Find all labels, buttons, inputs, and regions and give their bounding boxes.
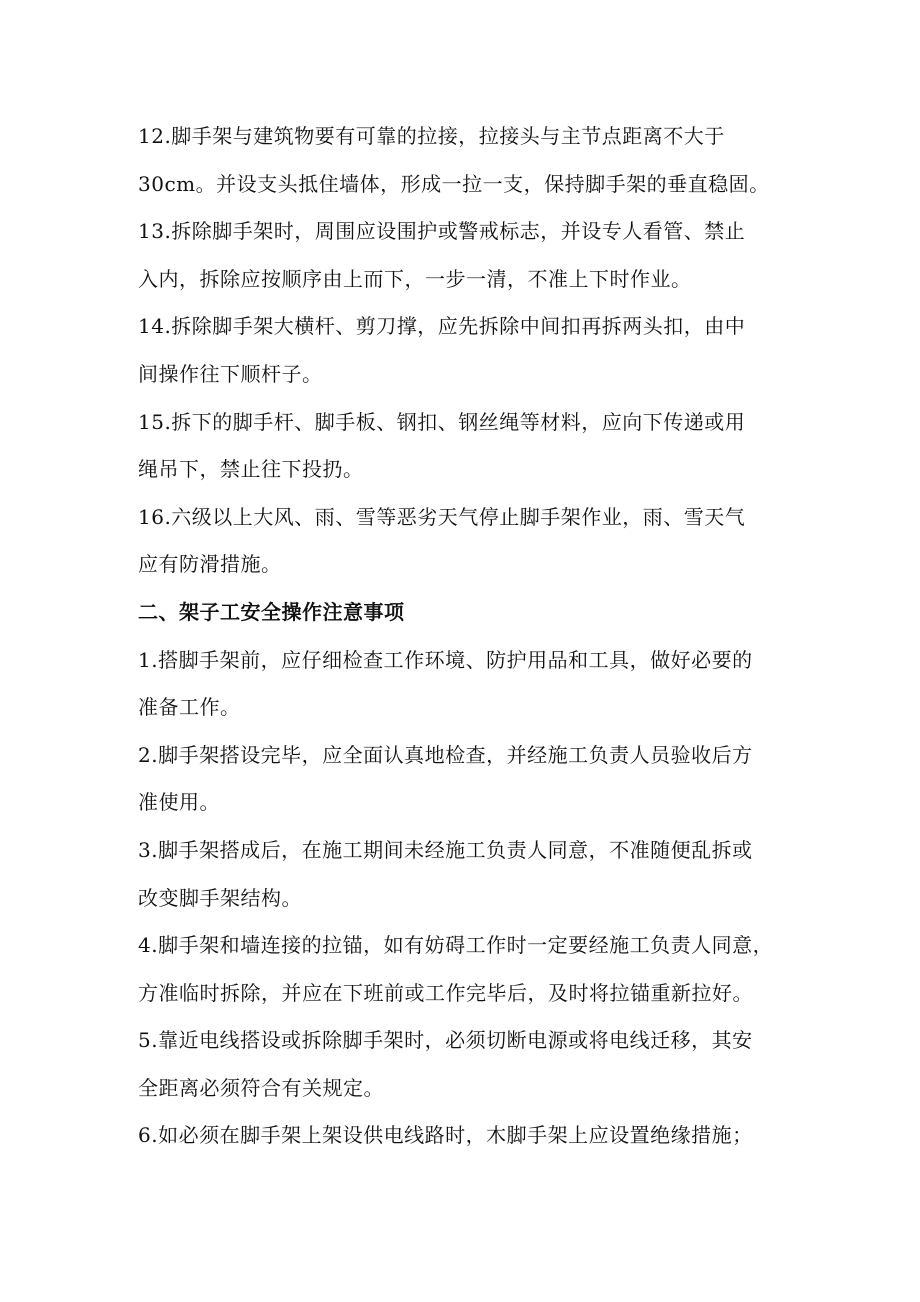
paragraph-12-line-1: 12.脚手架与建筑物要有可靠的拉接，拉接头与主节点距离不大于 [138, 124, 725, 148]
paragraph-16-line-2: 应有防滑措施。 [138, 552, 282, 577]
item-4-line-1: 4.脚手架和墙连接的拉锚，如有妨碍工作时一定要经施工负责人同意， [138, 933, 774, 958]
paragraph-14-line-1: 14.拆除脚手架大横杆、剪刀撑，应先拆除中间扣再拆两头扣，由中 [138, 314, 746, 339]
item-2-line-1: 2.脚手架搭设完毕，应全面认真地检查，并经施工负责人员验收后方 [138, 742, 753, 767]
paragraph-15-line-1: 15.拆下的脚手杆、脚手板、钢扣、钢丝绳等材料，应向下传递或用 [138, 409, 746, 434]
paragraph-15-line-2: 绳吊下，禁止往下投扔。 [138, 457, 364, 482]
section-heading: 二、架子工安全操作注意事项 [138, 599, 405, 624]
paragraph-13-line-1: 13.拆除脚手架时，周围应设围护或警戒标志，并设专人看管、禁止 [138, 219, 746, 244]
paragraph-16-line-1: 16.六级以上大风、雨、雪等恶劣天气停止脚手架作业，雨、雪天气 [138, 504, 746, 529]
item-1-line-1: 1.搭脚手架前，应仔细检查工作环境、防护用品和工具，做好必要的 [138, 647, 753, 672]
item-3-line-2: 改变脚手架结构。 [138, 885, 302, 910]
item-5-line-2: 全距离必须符合有关规定。 [138, 1075, 384, 1100]
item-1-line-2: 准备工作。 [138, 695, 241, 720]
paragraph-14-line-2: 间操作往下顺杆子。 [138, 361, 323, 386]
item-6-line-1: 6.如必须在脚手架上架设供电线路时，木脚手架上应设置绝缘措施； [138, 1123, 753, 1148]
paragraph-12-line-2: 30cm。并设支头抵住墙体，形成一拉一支，保持脚手架的垂直稳固。 [138, 171, 770, 196]
item-4-line-2: 方准临时拆除，并应在下班前或工作完毕后，及时将拉锚重新拉好。 [138, 980, 753, 1005]
item-5-line-1: 5.靠近电线搭设或拆除脚手架时，必须切断电源或将电线迁移，其安 [138, 1028, 753, 1053]
item-2-line-2: 准使用。 [138, 790, 220, 815]
item-3-line-1: 3.脚手架搭成后，在施工期间未经施工负责人同意，不准随便乱拆或 [138, 837, 753, 862]
paragraph-13-line-2: 入内，拆除应按顺序由上而下，一步一清，不准上下时作业。 [138, 266, 692, 291]
